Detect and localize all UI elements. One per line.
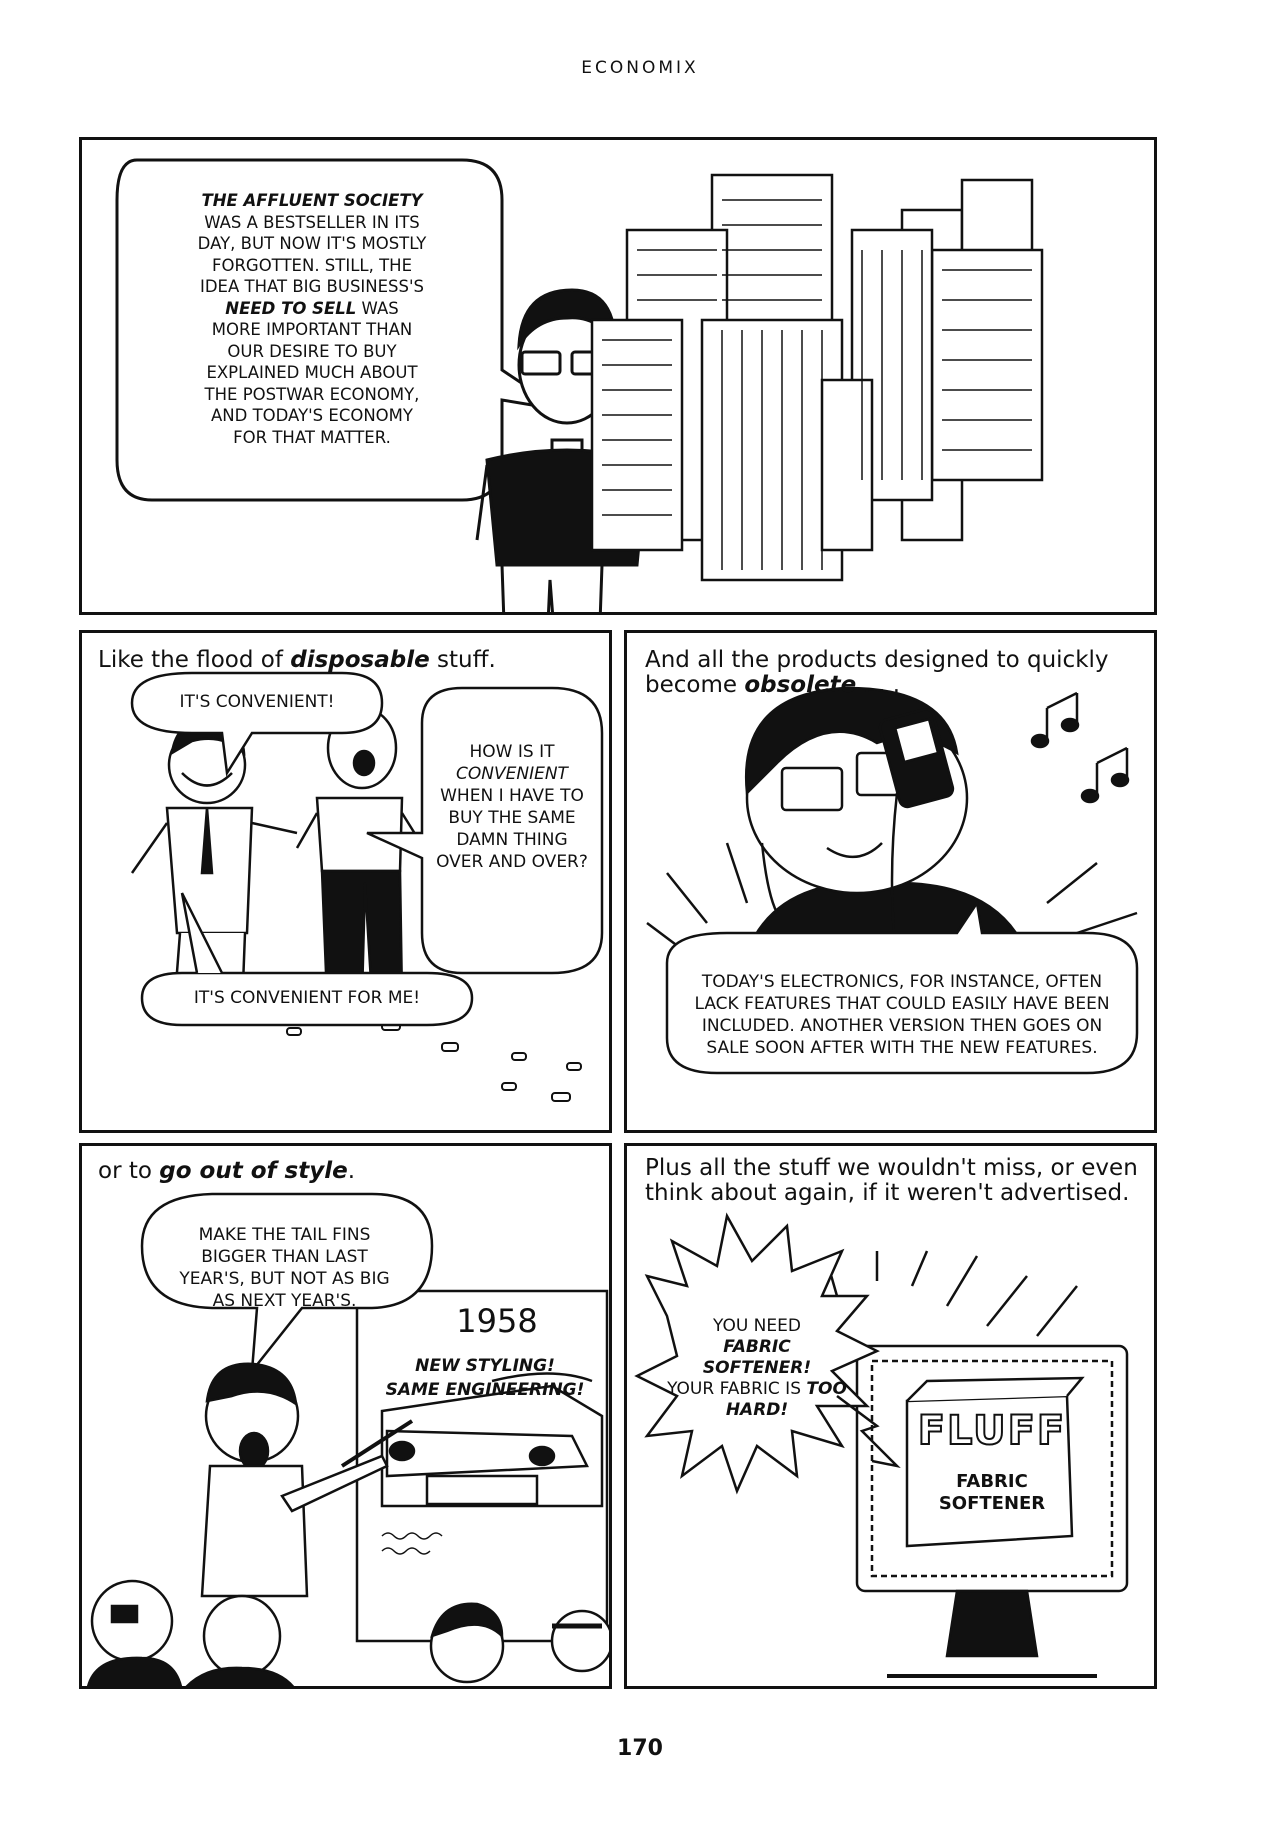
panel-2-balloon-right-rest: WHEN I HAVE TO BUY THE SAME DAMN THING OVER AND OVER?	[436, 786, 588, 872]
panel-5	[624, 1143, 1157, 1689]
panel-3-caption-em: obsolete	[744, 672, 857, 698]
panel-1-balloon-line: NEED TO SELL WAS	[225, 298, 399, 318]
panel-3-caption-pre: And all the products designed to quickly become	[645, 647, 1109, 698]
panel-3-caption	[645, 648, 1145, 698]
panel-1-balloon-text	[132, 190, 492, 448]
fluff-label-1: FABRIC	[956, 1471, 1028, 1492]
panel-2-caption-post: stuff.	[429, 647, 496, 673]
panel-2-caption-pre: Like the flood of	[98, 647, 291, 673]
panel-3-balloon-text: TODAY'S ELECTRONICS, FOR INSTANCE, OFTEN LACK FEATURES THAT COULD EASILY HAVE BEEN INCLUDED. ANOTHER VERSION THEN GOES ON SALE SOON AFTER WITH THE NEW FEATURES.	[694, 972, 1110, 1058]
fluff-box	[907, 1378, 1082, 1546]
panel-1-balloon-line: DAY, BUT NOW IT'S MOSTLY	[197, 234, 427, 253]
panel-3	[624, 630, 1157, 1133]
panel-4-caption	[98, 1159, 598, 1184]
panel-2-balloon-right	[432, 741, 592, 873]
panel-2-caption-em: disposable	[290, 647, 430, 673]
panel-1-balloon-line: AND TODAY'S ECONOMY	[211, 406, 413, 425]
panel-2-balloon-right-em: CONVENIENT	[456, 764, 568, 784]
panel-1-balloon-line: THE POSTWAR ECONOMY,	[204, 384, 420, 404]
panel-2-caption	[98, 648, 598, 673]
panel-1-balloon-line: MORE IMPORTANT THAN	[211, 320, 413, 339]
panel-4-caption-em: go out of style	[159, 1158, 348, 1184]
burst-line-1: YOU NEED	[713, 1316, 801, 1336]
panel-4-caption-post: .	[347, 1158, 355, 1184]
fluff-label-2: SOFTENER	[938, 1493, 1046, 1514]
poster-year: 1958	[456, 1302, 538, 1340]
running-header: ECONOMIX	[581, 58, 699, 78]
page-number: 170	[617, 1736, 663, 1761]
skyline-illustration	[592, 175, 1042, 580]
panel-1	[79, 137, 1157, 615]
panel-1-balloon-line: EXPLAINED MUCH ABOUT	[206, 363, 418, 382]
panel-2-balloon-right-line1: HOW IS IT	[469, 742, 555, 762]
panel-1-balloon-line: FOR THAT MATTER.	[233, 427, 391, 447]
panel-4	[79, 1143, 612, 1689]
panel-5-caption: Plus all the stuff we wouldn't miss, or even think about again, if it weren't advertised.	[645, 1155, 1138, 1206]
burst-text	[667, 1316, 847, 1421]
panel-4-caption-pre: or to	[98, 1158, 160, 1184]
poster-line-1: NEW STYLING!	[415, 1356, 555, 1376]
panel-1-balloon-line: OUR DESIRE TO BUY	[227, 341, 397, 361]
poster-line-2: SAME ENGINEERING!	[385, 1380, 585, 1400]
panel-3-caption-post: . . .	[856, 672, 901, 698]
panel-4-balloon-text: MAKE THE TAIL FINS BIGGER THAN LAST YEAR'S, BUT NOT AS BIG AS NEXT YEAR'S.	[179, 1225, 390, 1311]
panel-1-balloon-line: THE AFFLUENT SOCIETY	[201, 191, 423, 210]
panel-1-balloon-line: WAS A BESTSELLER IN ITS	[204, 212, 420, 232]
panel-2-balloon-bottom: IT'S CONVENIENT FOR ME!	[193, 988, 421, 1008]
panel-2	[79, 630, 612, 1133]
panel-2-balloon-top: IT'S CONVENIENT!	[179, 692, 335, 712]
fluff-brand: FLUFF	[917, 1408, 1067, 1454]
burst-em-1: FABRIC SOFTENER!	[702, 1337, 812, 1378]
burst-line-2: YOUR FABRIC IS	[667, 1379, 801, 1399]
music-notes-icon	[1032, 693, 1128, 802]
burst-em-2: TOO HARD!	[725, 1379, 847, 1420]
panel-1-balloon-line: FORGOTTEN. STILL, THE	[211, 255, 413, 275]
panel-1-balloon-line: IDEA THAT BIG BUSINESS'S	[199, 277, 425, 296]
shouting-man-figure	[297, 708, 427, 998]
